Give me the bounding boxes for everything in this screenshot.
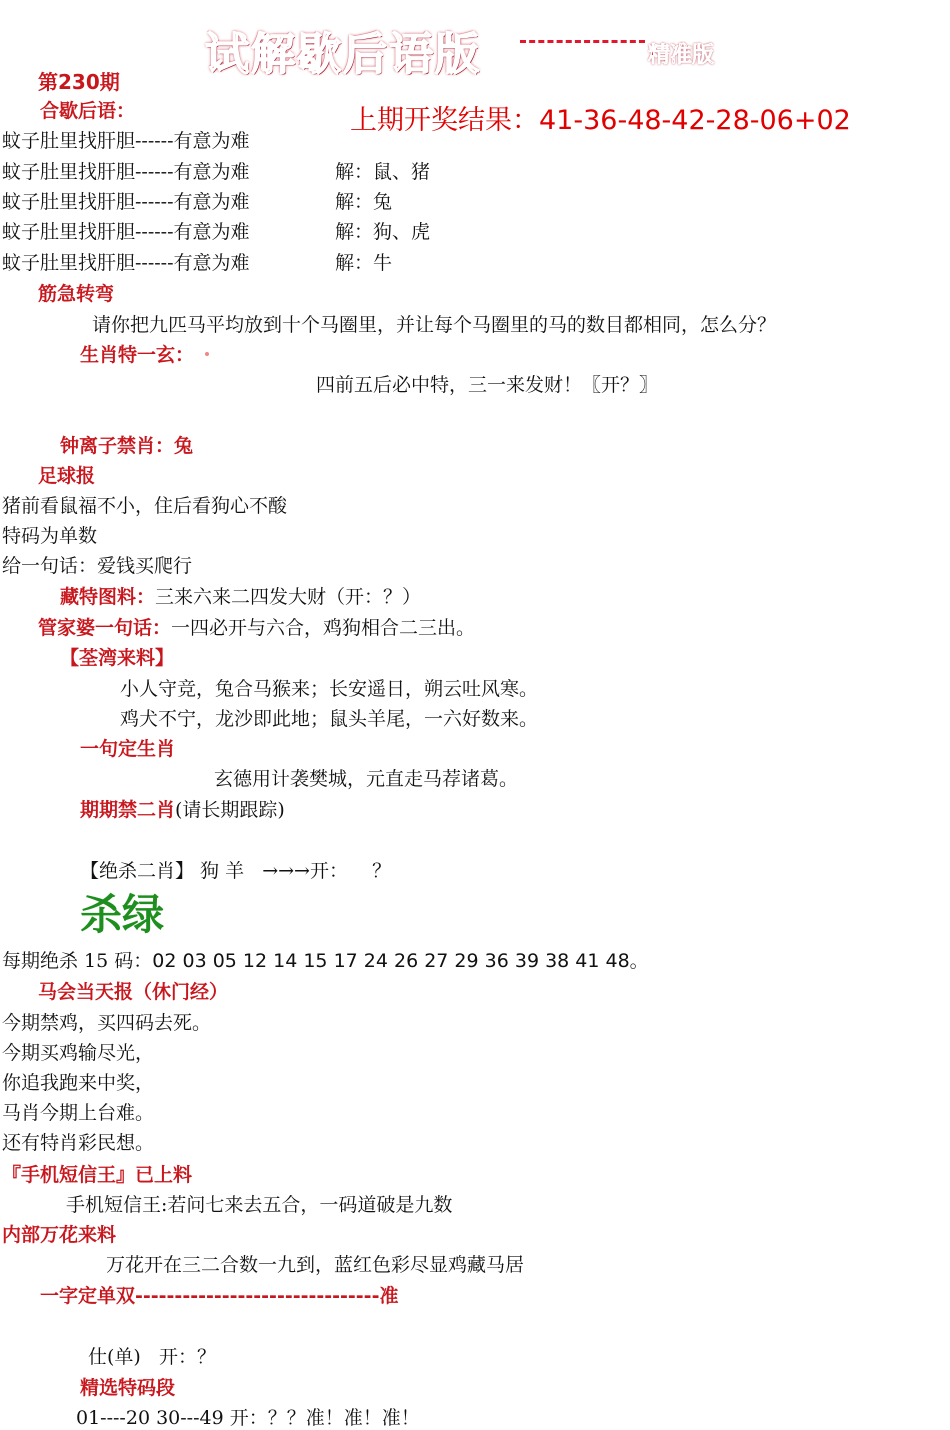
zhongli-ban: 钟离子禁肖：兔 (60, 435, 194, 457)
zodiac-riddle-heading: 生肖特一玄： (80, 344, 195, 366)
xiehouyu-answer-2: 解：鼠、猪 (335, 161, 431, 183)
segment-heading: 精选特码段 (80, 1377, 176, 1399)
last-result: 上期开奖结果：41-36-48-42-28-06+02 (350, 105, 851, 136)
title-divider (520, 40, 645, 43)
xiehouyu-riddle-3: 蚊子肚里找肝胆------有意为难 (2, 191, 250, 213)
football-heading: 足球报 (38, 465, 96, 487)
horse-report-line-5: 还有特肖彩民想。 (2, 1132, 155, 1154)
kill-color: 杀绿 (80, 890, 165, 939)
decorative-dot (205, 352, 209, 356)
xiehouyu-riddle-1: 蚊子肚里找肝胆------有意为难 (2, 130, 250, 152)
football-line-2: 特码为单数 (2, 525, 98, 547)
sms-king-text: 手机短信王:若问七来去五合，一码道破是九数 (66, 1194, 453, 1216)
one-sentence-text: 玄德用计袭樊城，元直走马荐诸葛。 (214, 768, 519, 790)
horse-report-heading: 马会当天报（休门经） (38, 981, 229, 1003)
xiehouyu-answer-4: 解：狗、虎 (335, 221, 431, 243)
zodiac-riddle-text: 四前五后必中特，三一来发财！〖开？〗 (316, 374, 659, 396)
kill-15-numbers: 02 03 05 12 14 15 17 24 26 27 29 36 39 38 41 48。 (152, 950, 649, 972)
teaser-question: 请你把九匹马平均放到十个马圈里，并让每个马圈里的马的数目都相同，怎么分？ (92, 314, 777, 336)
long-ban-note: (请长期跟踪) (175, 799, 285, 821)
odd-even-heading: 一字定单双-------------------------------准 (40, 1285, 399, 1307)
hidden-picture-text: 三来六来二四发大财（开：？） (155, 586, 422, 608)
quanwan-line-2: 鸡犬不宁，龙沙即此地；鼠头羊尾，一六好数来。 (120, 708, 539, 730)
horse-report-line-3: 你追我跑来中奖， (2, 1072, 155, 1094)
xiehouyu-riddle-4: 蚊子肚里找肝胆------有意为难 (2, 221, 250, 243)
page-title: 试解歇后语版 (205, 29, 481, 80)
one-sentence-heading: 一句定生肖 (80, 738, 176, 760)
football-line-3: 给一句话：爱钱买爬行 (2, 555, 193, 577)
odd-even-text: 仕(单) 开：？ (88, 1346, 216, 1368)
housekeeper-heading: 管家婆一句话： (38, 617, 172, 639)
xiehouyu-answer-5: 解：牛 (335, 252, 393, 274)
housekeeper-text: 一四必开与六合，鸡狗相合二三出。 (171, 617, 476, 639)
horse-report-line-4: 马肖今期上台难。 (2, 1102, 155, 1124)
hidden-picture-heading: 藏特图料： (60, 586, 156, 608)
xiehouyu-riddle-2: 蚊子肚里找肝胆------有意为难 (2, 161, 250, 183)
quanwan-line-1: 小人守竞，兔合马猴来；长安遥日，朔云吐风寒。 (120, 678, 539, 700)
wanhua-heading: 内部万花来料 (2, 1224, 117, 1246)
segment-text: 01----20 30---49 开：？？准！准！准！ (76, 1407, 420, 1429)
wanhua-text: 万花开在三二合数一九到，蓝红色彩尽显鸡藏马居 (106, 1254, 525, 1276)
teaser-heading: 筋急转弯 (38, 283, 115, 305)
horse-report-line-1: 今期禁鸡，买四码去死。 (2, 1012, 212, 1034)
page-subtitle: 精准版 (648, 43, 715, 68)
xiehouyu-heading: 合歇后语： (40, 100, 136, 122)
quanwan-heading: 【荃湾来料】 (60, 647, 175, 669)
football-line-1: 猪前看鼠福不小，住后看狗心不酸 (2, 495, 288, 517)
horse-report-line-2: 今期买鸡输尽光， (2, 1042, 155, 1064)
sms-king-heading: 『手机短信王』已上料 (2, 1164, 193, 1186)
kill-two-zodiac: 【绝杀二肖】 狗 羊 →→→开： ？ (80, 860, 392, 882)
issue-number: 第230期 (38, 70, 120, 94)
xiehouyu-answer-3: 解：兔 (335, 191, 393, 213)
long-ban-heading: 期期禁二肖 (80, 799, 176, 821)
xiehouyu-riddle-5: 蚊子肚里找肝胆------有意为难 (2, 252, 250, 274)
kill-15-label: 每期绝杀 15 码： (2, 950, 153, 972)
